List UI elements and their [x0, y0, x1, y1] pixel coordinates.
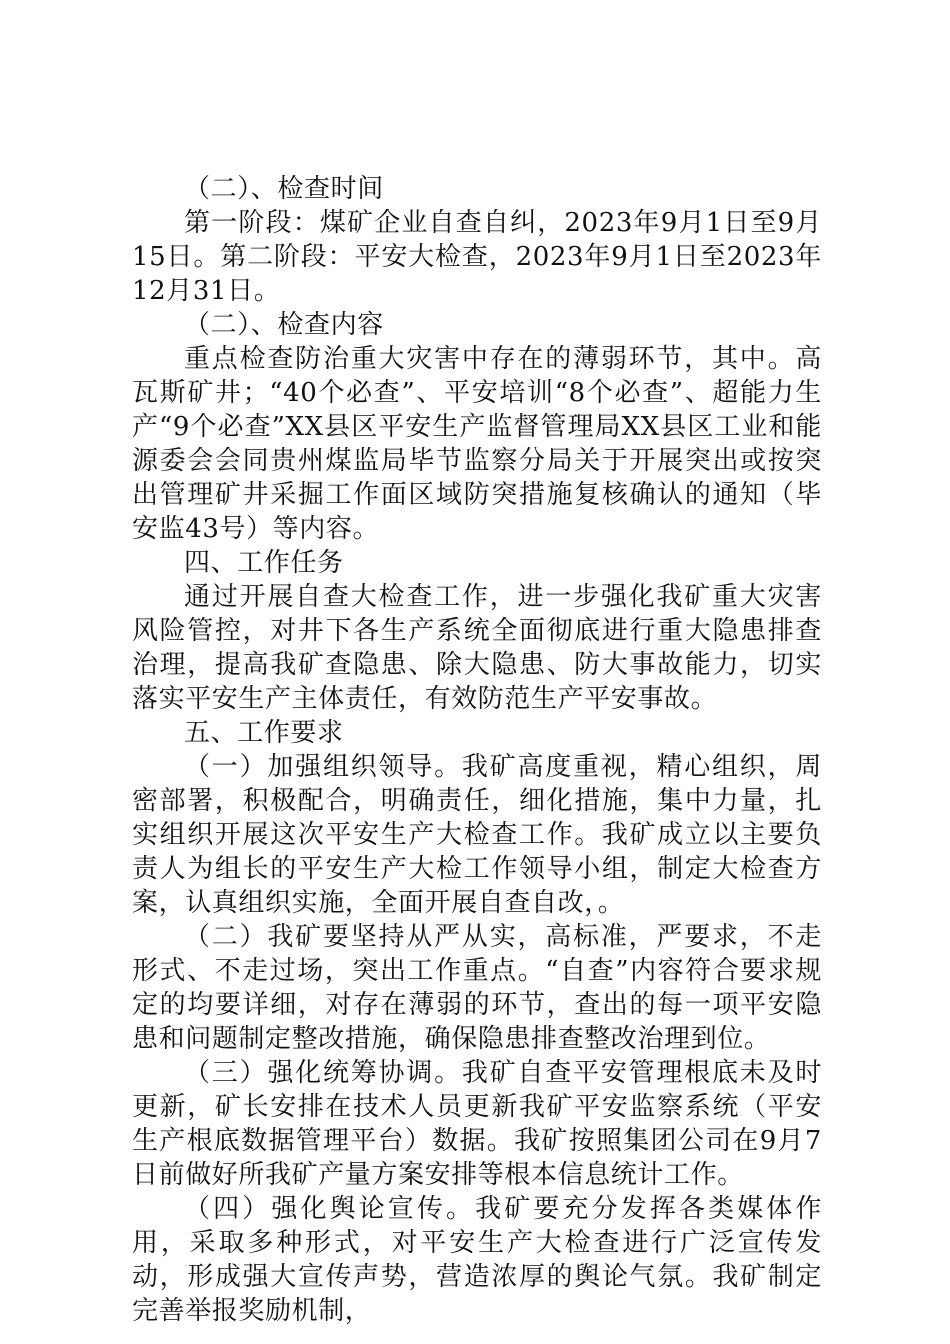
paragraph-requirement-1: （一）加强组织领导。我矿高度重视，精心组织，周密部署，积极配合，明确责任，细化措施，集中力量，扎实组织开展这次平安生产大检查工作。我矿成立以主要负责人为组长的平安生产大检工作领导小组，制定大检查方案，认真组织实施，全面开展自查自改，。	[132, 752, 822, 918]
paragraph-work-tasks: 通过开展自查大检查工作，进一步强化我矿重大灾害风险管控，对井下各生产系统全面彻底进行重大隐患排查治理，提高我矿查隐患、除大隐患、防大事故能力，切实落实平安生产主体责任，有效防范生产平安事故。	[132, 582, 822, 714]
section-heading-check-time: （二）、检查时间	[184, 174, 384, 204]
section-heading-check-content: （二）、检查内容	[184, 310, 384, 340]
section-heading-work-tasks: 四、工作任务	[184, 548, 344, 578]
paragraph-requirement-3: （三）强化统筹协调。我矿自查平安管理根底未及时更新，矿长安排在技术人员更新我矿平安监察系统（平安生产根底数据管理平台）数据。我矿按照集团公司在9月7日前做好所我矿产量方案安排等根本信息统计工作。	[132, 1058, 822, 1190]
section-heading-work-requirements: 五、工作要求	[184, 718, 344, 748]
paragraph-requirement-4: （四）强化舆论宣传。我矿要充分发挥各类媒体作用，采取多种形式，对平安生产大检查进行广泛宣传发动，形成强大宣传声势，营造浓厚的舆论气氛。我矿制定完善举报奖励机制，	[132, 1194, 822, 1326]
paragraph-requirement-2: （二）我矿要坚持从严从实，高标准，严要求，不走形式、不走过场，突出工作重点。“自查”内容符合要求规定的均要详细，对存在薄弱的环节，查出的每一项平安隐患和问题制定整改措施，确保隐患排查整改治理到位。	[132, 922, 822, 1054]
paragraph-check-time: 第一阶段：煤矿企业自查自纠，2023年9月1日至9月15日。第二阶段：平安大检查，2023年9月1日至2023年12月31日。	[132, 208, 822, 306]
paragraph-check-content: 重点检查防治重大灾害中存在的薄弱环节，其中。高瓦斯矿井；“40个必查”、平安培训“8个必查”、超能力生产“9个必查”XX县区平安生产监督管理局XX县区工业和能源委会会同贵州煤监局毕节监察分局关于开展突出或按突出管理矿井采掘工作面区域防突措施复核确认的通知（毕安监43号）等内容。	[132, 344, 822, 544]
document-body	[132, 172, 822, 1328]
